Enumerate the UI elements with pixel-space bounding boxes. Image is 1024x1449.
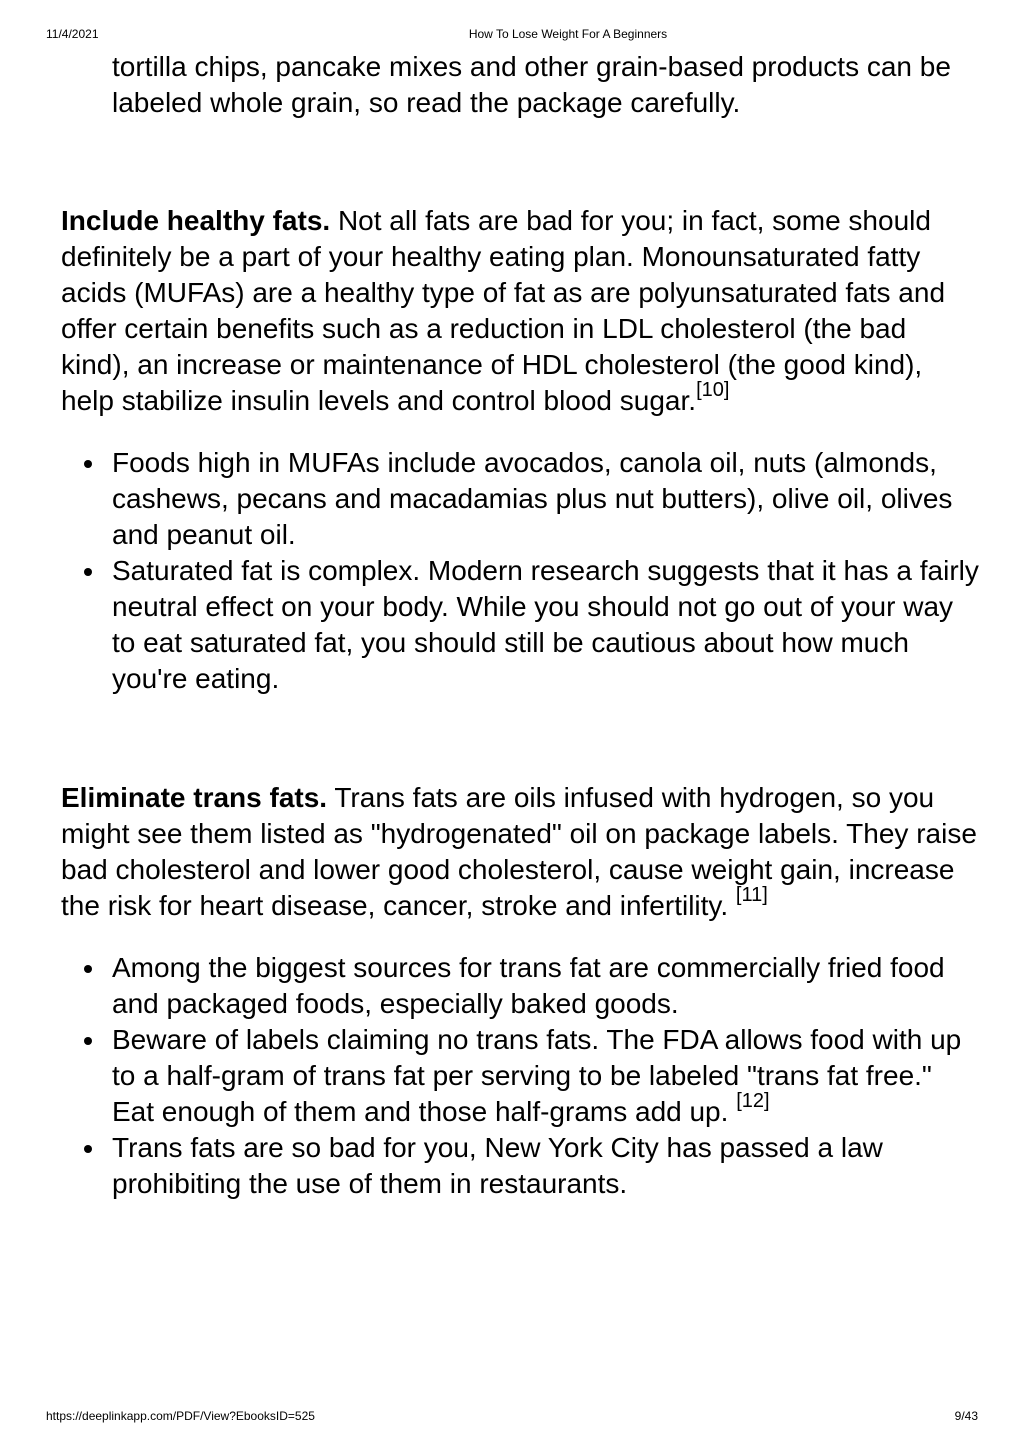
list-item: Foods high in MUFAs include avocados, canola oil, nuts (almonds, cashews, pecans and macadamias plus nut butters), olive oil, olives and peanut oil. — [61, 445, 981, 553]
trans-fats-list — [61, 950, 981, 1202]
reference-12: [12] — [736, 1090, 770, 1112]
page-content — [61, 49, 981, 1202]
continued-paragraph: tortilla chips, pancake mixes and other grain-based products can be labeled whole grain, so read the package carefully. — [112, 51, 951, 118]
section-trans-fats-heading: Eliminate trans fats. — [61, 782, 328, 813]
list-item: Trans fats are so bad for you, New York City has passed a law prohibiting the use of them in restaurants. — [61, 1130, 981, 1202]
list-item: Saturated fat is complex. Modern research suggests that it has a fairly neutral effect on your body. While you should not go out of your way to eat saturated fat, you should still be cautious about how much you're eating. — [61, 553, 981, 697]
section-healthy-fats-paragraph — [61, 203, 981, 419]
reference-11: [11] — [735, 884, 768, 906]
list-item: Beware of labels claiming no trans fats. The FDA allows food with up to a half-gram of trans fat per serving to be labeled "trans fat free." Eat enough of them and those half-grams add up. [12] — [61, 1022, 981, 1130]
healthy-fats-list — [61, 445, 981, 697]
source-url: https://deeplinkapp.com/PDF/View?EbooksID=525 — [46, 1409, 315, 1423]
print-date: 11/4/2021 — [46, 27, 99, 41]
section-healthy-fats-body: Not all fats are bad for you; in fact, some should definitely be a part of your healthy eating plan. Monounsaturated fatty acids (MUFAs) are a healthy type of fat as are polyunsaturated fats and offer certain benefits such as a reduction in LDL cholesterol (the bad kind), an increase or maintenance of HDL cholesterol (the good kind), help stabilize insulin levels and control blood sugar. — [61, 205, 946, 416]
section-trans-fats-body: Trans fats are oils infused with hydrogen, so you might see them listed as "hydrogenated" oil on package labels. They raise bad cholesterol and lower good cholesterol, cause weight gain, increase the risk for heart disease, cancer, stroke and infertility. — [61, 782, 977, 921]
section-healthy-fats-heading: Include healthy fats. — [61, 205, 331, 236]
print-footer — [0, 1408, 1024, 1424]
document-title: How To Lose Weight For A Beginners — [468, 27, 668, 41]
reference-10: [10] — [696, 379, 730, 401]
list-item: Among the biggest sources for trans fat are commercially fried food and packaged foods, especially baked goods. — [61, 950, 981, 1022]
page-number: 9/43 — [954, 1409, 978, 1423]
section-trans-fats-paragraph — [61, 780, 981, 924]
print-header — [0, 26, 1024, 42]
